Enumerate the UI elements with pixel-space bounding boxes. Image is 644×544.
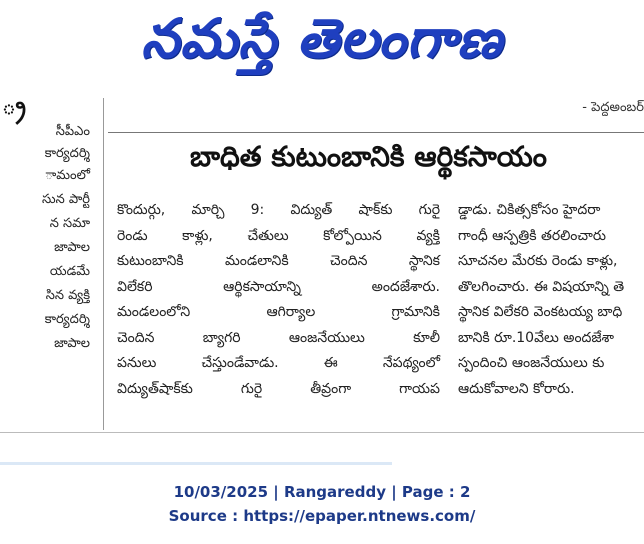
left-article-line: ామంలో [45,168,90,183]
article-line: మండలంలోని ఆగిర్యాల గ్రామానికి [117,304,440,320]
left-article-head: ్ర [2,92,26,120]
left-article-line: సిన వ్యక్తి [45,288,90,303]
article-line: తొలగించారు. ఈ విషయాన్ని తె [458,278,625,295]
left-article-line: జాపాల [54,336,90,351]
left-article-line: యడమే [49,264,90,279]
article-line: విలేకరి ఆర్థికసాయాన్ని అందజేశారు. [117,278,440,295]
article-line: బానికి రూ.10వేలు అందజేశా [458,329,615,346]
newspaper-clipping [0,90,644,436]
left-article-line: న సమా [49,216,90,231]
footer-source: Source : https://epaper.ntnews.com/ [168,507,476,525]
article-line: చెందిన బ్యాగరి ఆంజనేయులు కూలీ [117,329,440,346]
article-headline: బాధిత కుటుంబానికి ఆర్థికసాయం [190,140,547,173]
article-line: గాంధీ ఆస్పత్రికి తరలించారు [458,227,606,244]
article-line: సూచనల మేరకు రెండు కాళ్లు, [458,253,618,269]
left-article-line: సున పార్టీ [42,192,90,207]
clipping-bottom-rule [0,432,644,433]
left-article-line: కార్యదర్శి [44,146,90,161]
article-line: ఆదుకోవాలని కోరారు. [458,380,575,397]
masthead-title: నమస్తే తెలంగాణ [141,6,503,70]
masthead [0,0,644,82]
header-rule [108,132,644,133]
article-line: కొందుర్గు, మార్చి 9: విద్యుత్ షాక్‌కు గురై [117,202,440,218]
article-line: కుటుంబానికి మండలానికి చెందిన స్థానిక [117,253,440,269]
article-column-2 [458,198,644,402]
article-line: స్పందించి ఆంజనేయులు కు [458,355,605,371]
article-line: స్థానిక విలేకరి వెంకటయ్య బాధి [458,304,623,320]
left-article-line: సీపీఎం [55,124,90,139]
decorative-strip [0,462,392,465]
left-article-fragment [0,90,92,436]
article-line: రెండు కాళ్లు, చేతులు కోల్పోయిన వ్యక్తి [117,227,440,244]
left-article-line: కార్యదర్శి [44,312,90,327]
left-article-line: జాపాల [54,240,90,255]
article-column-1 [117,198,440,402]
article-line: విద్యుత్‌షాక్‌కు గురై తీవ్రంగా గాయప [117,380,440,397]
column-divider [103,98,104,430]
article-line: పనులు చేస్తుండేవాడు. ఈ నేపథ్యంలో [117,355,440,371]
article-line: డ్డాడు. చికిత్సకోసం హైదరా [458,202,601,218]
dateline: - పెద్దఅంబర్ [582,100,644,115]
footer-date-edition: 10/03/2025 | Rangareddy | Page : 2 [173,483,471,501]
